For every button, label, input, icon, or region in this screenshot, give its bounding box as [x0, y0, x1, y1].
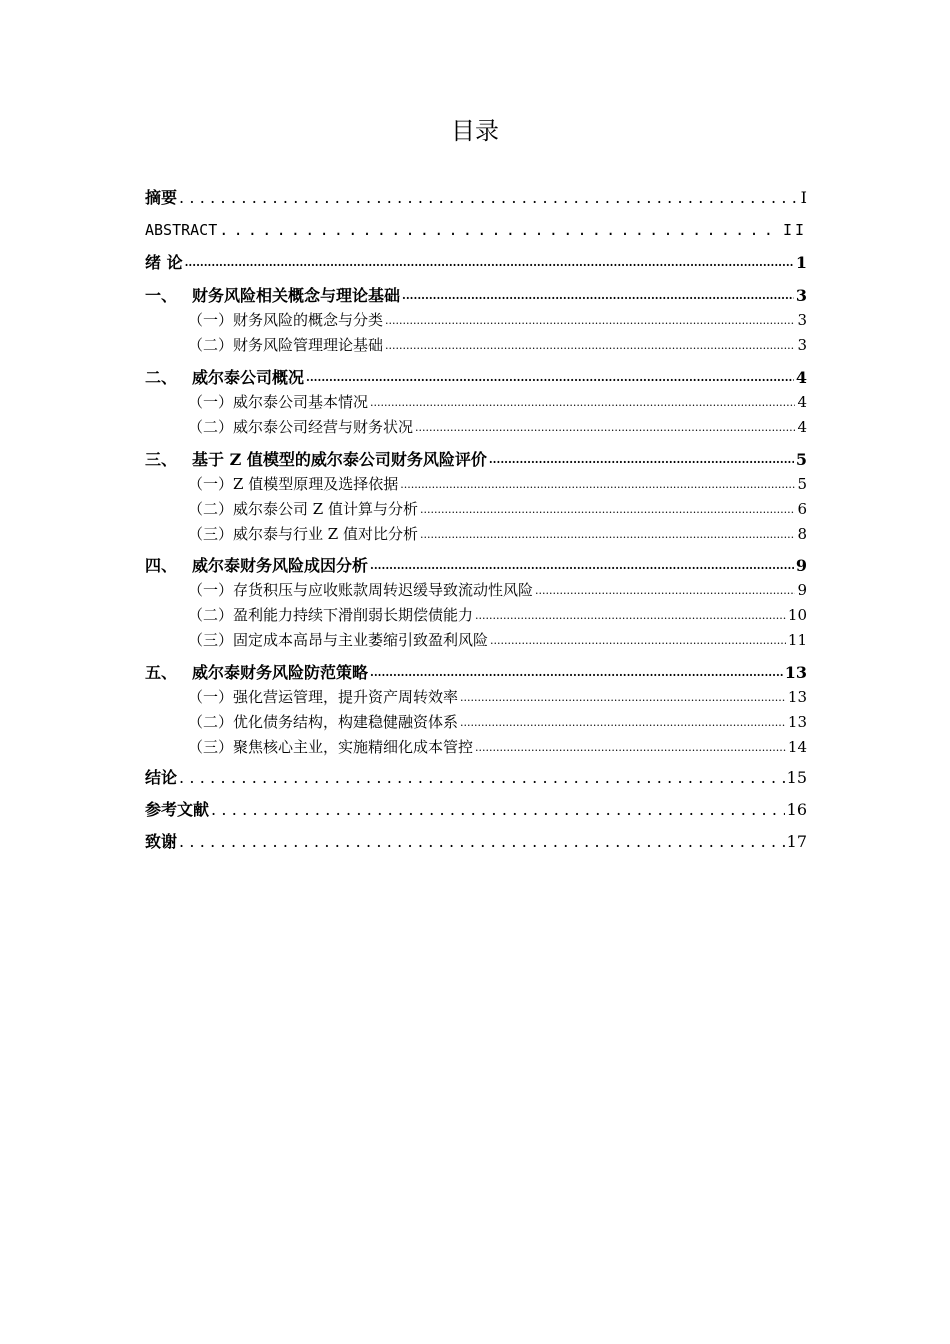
page-title: 目录 — [451, 117, 499, 145]
toc-entry-page: 13 — [787, 688, 807, 706]
dot-leader — [385, 335, 795, 356]
toc-entry-label: 结论 — [145, 768, 178, 787]
toc-entry-number: 五、 — [145, 663, 178, 682]
toc-entry-page: 3 — [797, 336, 807, 354]
toc-entry-label: （二）财务风险管理理论基础 — [188, 336, 384, 354]
toc-entry-chapter-1[interactable] — [145, 285, 807, 307]
toc-entry-page: 9 — [797, 581, 807, 599]
toc-entry-label: （二）优化债务结构，构建稳健融资体系 — [188, 713, 459, 731]
toc-entry-page: 13 — [784, 663, 807, 682]
toc-entry-page: 3 — [797, 311, 807, 329]
toc-entry-label: ABSTRACT — [145, 221, 218, 239]
dot-leader — [460, 712, 786, 733]
toc-entry-page: 8 — [797, 525, 807, 543]
toc-entry-page: 4 — [797, 418, 807, 436]
toc-entry-introduction[interactable] — [145, 252, 807, 274]
toc-entry-page: 14 — [787, 738, 807, 756]
toc-entry-label: 财务风险相关概念与理论基础 — [192, 286, 401, 305]
toc-entry-label: 摘要 — [145, 188, 178, 207]
toc-entry-label: 基于 Z 值模型的威尔泰公司财务风险评价 — [192, 450, 487, 469]
dot-leader — [400, 474, 795, 495]
toc-entry-page: 10 — [787, 606, 807, 624]
toc-entry-section-5-1[interactable] — [188, 687, 807, 708]
toc-entry-chapter-4[interactable] — [145, 555, 807, 577]
toc-entry-section-3-1[interactable] — [188, 474, 807, 495]
toc-entry-number: 四、 — [145, 556, 178, 575]
dot-leader — [420, 524, 795, 545]
toc-entry-page: 5 — [797, 475, 807, 493]
toc-entry-section-2-2[interactable] — [188, 417, 807, 438]
toc-entry-abstract-cn[interactable] — [145, 187, 807, 209]
toc-entry-section-2-1[interactable] — [188, 392, 807, 413]
toc-entry-page: II — [782, 221, 807, 239]
dot-leader — [490, 630, 786, 651]
toc-entry-chapter-3[interactable] — [145, 449, 807, 471]
toc-entry-page: 5 — [795, 450, 807, 469]
toc-entry-page: 6 — [797, 500, 807, 518]
toc-entry-section-4-1[interactable] — [188, 580, 807, 601]
toc-entry-section-1-2[interactable] — [188, 335, 807, 356]
toc-entry-label: （二）威尔泰公司 Z 值计算与分析 — [188, 500, 418, 518]
toc-entry-label: 威尔泰财务风险防范策略 — [192, 663, 369, 682]
toc-entry-section-3-3[interactable] — [188, 524, 807, 545]
toc-entry-page: 17 — [786, 832, 807, 851]
toc-entry-label: （一）强化营运管理，提升资产周转效率 — [188, 688, 459, 706]
toc-entry-label: （一）威尔泰公司基本情况 — [188, 393, 369, 411]
toc-entry-page: 11 — [787, 631, 807, 649]
toc-entry-chapter-2[interactable] — [145, 367, 807, 389]
dot-leader — [179, 831, 785, 853]
dot-leader — [385, 310, 795, 331]
toc-entry-number: 一、 — [145, 286, 178, 305]
dot-leader — [489, 449, 794, 471]
dot-leader — [306, 367, 794, 389]
dot-leader — [370, 392, 795, 413]
toc-entry-section-5-2[interactable] — [188, 712, 807, 733]
dot-leader — [370, 662, 783, 684]
toc-entry-label: 威尔泰公司概况 — [192, 368, 305, 387]
toc-entry-label: （一）财务风险的概念与分类 — [188, 311, 384, 329]
toc-entry-label: （一）Z 值模型原理及选择依据 — [188, 475, 399, 493]
toc-entry-section-5-3[interactable] — [188, 737, 807, 758]
toc-entry-references[interactable] — [145, 799, 807, 821]
dot-leader — [535, 580, 795, 601]
toc-entry-label: （一）存货积压与应收账款周转迟缓导致流动性风险 — [188, 581, 534, 599]
toc-entry-label: （三）威尔泰与行业 Z 值对比分析 — [188, 525, 418, 543]
dot-leader — [460, 687, 786, 708]
toc-entry-label: （二）威尔泰公司经营与财务状况 — [188, 418, 414, 436]
toc-entry-label: 致谢 — [145, 832, 178, 851]
toc-entry-page: 4 — [795, 368, 807, 387]
toc-entry-page: 1 — [795, 253, 807, 272]
toc-entry-abstract-en[interactable] — [145, 219, 807, 241]
dot-leader — [219, 219, 781, 241]
toc-entry-page: 4 — [797, 393, 807, 411]
dot-leader — [402, 285, 794, 307]
toc-entry-label: 绪 论 — [145, 253, 183, 272]
toc-entry-section-3-2[interactable] — [188, 499, 807, 520]
toc-entry-label: 参考文献 — [145, 800, 210, 819]
toc-entry-page: I — [800, 188, 807, 207]
toc-entry-label: （三）聚焦核心主业，实施精细化成本管控 — [188, 738, 474, 756]
toc-entry-number: 二、 — [145, 368, 178, 387]
dot-leader — [179, 187, 799, 209]
toc-entry-page: 3 — [795, 286, 807, 305]
dot-leader — [370, 555, 794, 577]
dot-leader — [179, 767, 785, 789]
dot-leader — [185, 252, 794, 274]
toc-entry-label: （二）盈利能力持续下滑削弱长期偿债能力 — [188, 606, 474, 624]
toc-entry-section-4-3[interactable] — [188, 630, 807, 651]
toc-entry-conclusion[interactable] — [145, 767, 807, 789]
toc-entry-section-4-2[interactable] — [188, 605, 807, 626]
toc-entry-page: 13 — [787, 713, 807, 731]
toc-entry-page: 16 — [786, 800, 807, 819]
toc-entry-page: 15 — [786, 768, 807, 787]
dot-leader — [211, 799, 785, 821]
toc-entry-chapter-5[interactable] — [145, 662, 807, 684]
toc-entry-number: 三、 — [145, 450, 178, 469]
dot-leader — [415, 417, 795, 438]
dot-leader — [475, 737, 786, 758]
toc-entry-label: （三）固定成本高昂与主业萎缩引致盈利风险 — [188, 631, 489, 649]
toc-entry-section-1-1[interactable] — [188, 310, 807, 331]
dot-leader — [475, 605, 786, 626]
toc-entry-label: 威尔泰财务风险成因分析 — [192, 556, 369, 575]
toc-entry-page: 9 — [795, 556, 807, 575]
dot-leader — [420, 499, 795, 520]
toc-entry-acknowledgements[interactable] — [145, 831, 807, 853]
